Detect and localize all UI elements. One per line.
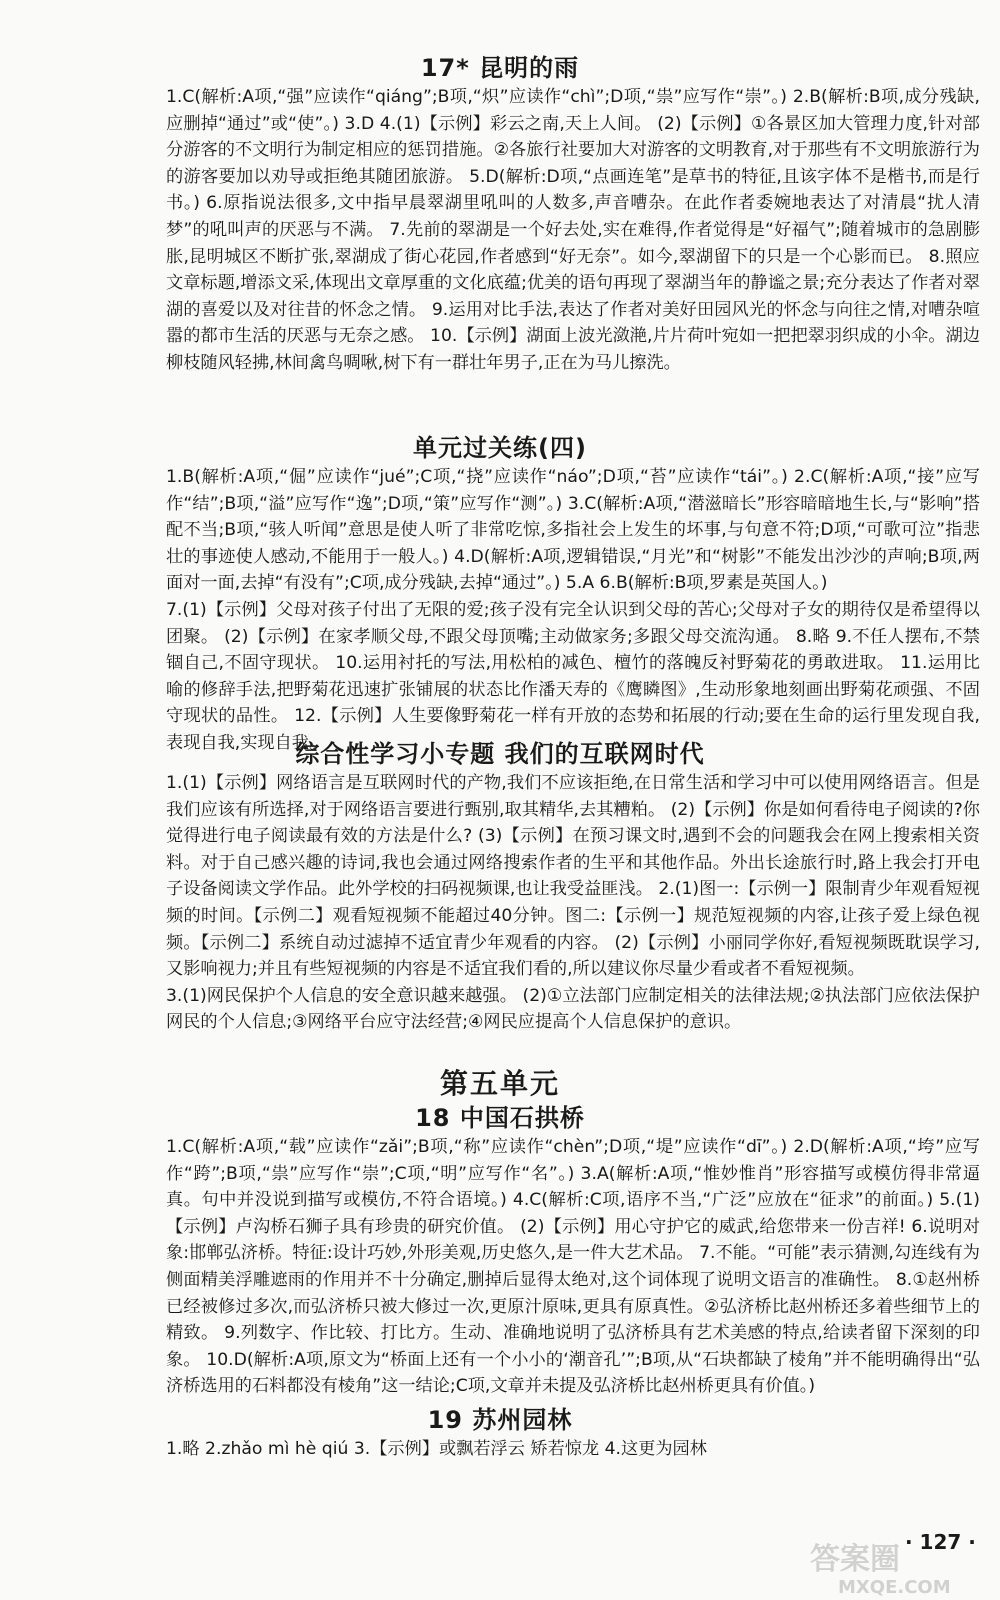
answer-paragraph: 1.B(解析:A项,“倔”应读作“jué”;C项,“挠”应读作“náo”;D项,“苔”应读作“tái”。) 2.C(解析:A项,“接”应写作“结”;B项,“溢”应写作“逸”;D项,“策”应写作“测”。) 3.C(解析:A项,“潜滋暗长”形容暗暗地生长,与“影响”搭配不当;B项,“骇人听闻”意思是使人听了非常吃惊,多指社会上发生的坏事,与句意不符;D项,“可歌可泣”指悲壮的事迹使人感动,不能用于一般人。) 4.D(解析:A项,逻辑错误,“月光”和“树影”不能发出沙沙的声响;B项,两面对一面,去掉“有没有”;C项,成分残缺,去掉“通过”。) 5.A 6.B(解析:B项,罗素是英国人。) [166,467,980,594]
section-title: 单元过关练(四) [413,434,587,462]
watermark-logo [810,1535,985,1597]
section-title: 18 中国石拱桥 [415,1104,585,1132]
answer-paragraph: 1.略 2.zhǎo mì hè qiú 3.【示例】或飘若浮云 矫若惊龙 4.这更为园林 [166,1439,707,1459]
section-unit-5 [0,1066,1000,1400]
section-title: 综合性学习小专题 我们的互联网时代 [295,740,705,768]
svg-text:答案圈: 答案圈 [810,1542,900,1577]
unit-title: 第五单元 [439,1067,560,1100]
section-19 [0,1404,1000,1463]
answer-paragraph: 1.C(解析:A项,“强”应读作“qiáng”;B项,“炽”应读作“chì”;D项,“祟”应写作“崇”。) 2.B(解析:B项,成分残缺,应删掉“通过”或“使”。) 3.D 4.(1)【示例】彩云之南,天上人间。 (2)【示例】①各景区加大管理力度,针对部分游客的不文明行为制定相应的惩罚措施。②各旅行社要加大对游客的文明教育,对于那些有不文明旅游行为的游客要加以劝导或拒绝其随团旅游。 5.D(解析:D项,“点画连笔”是草书的特征,且该字体不是楷书,而是行书。) 6.原指说法很多,文中指早晨翠湖里吼叫的人数多,声音嘈杂。在此作者委婉地表达了对清晨“扰人清梦”的吼叫声的厌恶与不满。 7.先前的翠湖是一个好去处,实在难得,作者觉得是“好福气”;随着城市的急剧膨胀,昆明城区不断扩张,翠湖成了街心花园,作者感到“好无奈”。如今,翠湖留下的只是一个心影而已。 8.照应文章标题,增添文采,体现出文章厚重的文化底蕴;优美的语句再现了翠湖当年的静谧之景;充分表达了作者对翠湖的喜爱以及对往昔的怀念之情。 9.运用对比手法,表达了作者对美好田园风光的怀念与向往之情,对嘈杂喧嚣的都市生活的厌恶与无奈之感。 10.【示例】湖面上波光潋滟,片片荷叶宛如一把把翠羽织成的小伞。湖边柳枝随风轻拂,林间禽鸟啁啾,树下有一群壮年男子,正在为马儿擦洗。 [166,87,980,373]
section-unit-review-4 [0,432,1000,757]
answer-paragraph: 1.C(解析:A项,“载”应读作“zǎi”;B项,“称”应读作“chèn”;D项,“堤”应读作“dī”。) 2.D(解析:A项,“垮”应写作“跨”;B项,“祟”应写作“崇”;C项,“明”应写作“名”。) 3.A(解析:A项,“惟妙惟肖”形容描写或模仿得非常逼真。句中并没说到描写或模仿,不符合语境。) 4.C(解析:C项,语序不当,“广泛”应放在“征求”的前面。) 5.(1)【示例】卢沟桥石狮子具有珍贵的研究价值。 (2)【示例】用心守护它的威武,给您带来一份吉祥! 6.说明对象:邯郸弘济桥。特征:设计巧妙,外形美观,历史悠久,是一件大艺术品。 7.不能。“可能”表示猜测,勾连线有为侧面精美浮雕遮雨的作用并不十分确定,删掉后显得太绝对,这个词体现了说明文语言的准确性。 8.①赵州桥已经被修过多次,而弘济桥只被大修过一次,更原汁原味,更具有原真性。②弘济桥比赵州桥还多着些细节上的精致。 9.列数字、作比较、打比方。生动、准确地说明了弘济桥具有艺术美感的特点,给读者留下深刻的印象。 10.D(解析:A项,原文为“桥面上还有一个小小的‘潮音孔’”;B项,从“石块都缺了棱角”并不能明确得出“弘济桥选用的石料都没有棱角”这一结论;C项,文章并未提及弘济桥比赵州桥更具有价值。) [166,1137,980,1397]
section-internet-era [0,738,1000,1036]
section-17 [0,52,1000,377]
answer-paragraph: 1.(1)【示例】网络语言是互联网时代的产物,我们不应该拒绝,在日常生活和学习中可以使用网络语言。但是我们应该有所选择,对于网络语言要进行甄别,取其精华,去其糟粕。 (2)【示例】你是如何看待电子阅读的?你觉得进行电子阅读最有效的方法是什么? (3)【示例】在预习课文时,遇到不会的问题我会在网上搜索相关资料。对于自己感兴趣的诗词,我也会通过网络搜索作者的生平和其他作品。外出长途旅行时,路上我会打开电子设备阅读文学作品。此外学校的扫码视频课,也让我受益匪浅。 2.(1)图一:【示例一】限制青少年观看短视频的时间。【示例二】观看短视频不能超过40分钟。图二:【示例一】规范短视频的内容,让孩子爱上绿色视频。【示例二】系统自动过滤掉不适宜青少年观看的内容。 (2)【示例】小丽同学你好,看短视频既耽误学习,又影响视力;并且有些短视频的内容是不适宜我们看的,所以建议你尽量少看或者不看短视频。 [166,773,980,980]
page-number: · 127 · [905,1530,976,1554]
svg-text:MXQE.COM: MXQE.COM [838,1577,951,1597]
section-title: 19 苏州园林 [427,1406,573,1434]
section-title: 17* 昆明的雨 [420,54,580,82]
answer-paragraph: 7.(1)【示例】父母对孩子付出了无限的爱;孩子没有完全认识到父母的苦心;父母对子女的期待仅是希望得以团聚。 (2)【示例】在家孝顺父母,不跟父母顶嘴;主动做家务;多跟父母交流沟通。 8.略 9.不任人摆布,不禁锢自己,不固守现状。 10.运用衬托的写法,用松柏的减色、檀竹的落魄反衬野菊花的勇敢进取。 11.运用比喻的修辞手法,把野菊花迅速扩张铺展的状态比作潘天寿的《鹰瞵图》,生动形象地刻画出野菊花顽强、不固守现状的品性。 12.【示例】人生要像野菊花一样有开放的态势和拓展的行动;要在生命的运行里发现自我,表现自我,实现自我。 [166,599,980,753]
answer-paragraph: 3.(1)网民保护个人信息的安全意识越来越强。 (2)①立法部门应制定相关的法律法规;②执法部门应依法保护网民的个人信息;③网络平台应守法经营;④网民应提高个人信息保护的意识。 [166,985,980,1033]
